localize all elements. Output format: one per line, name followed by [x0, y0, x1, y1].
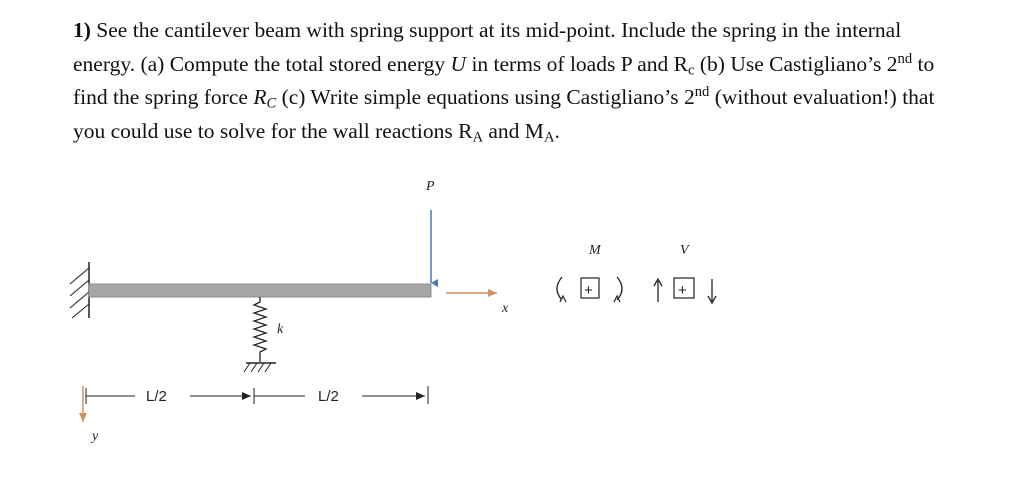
fixed-wall	[70, 262, 89, 318]
spring	[244, 297, 276, 372]
problem-number: 1)	[73, 18, 91, 42]
problem-line-2: energy. (a) Compute the total stored energy U in terms of loads P and $R_c$ (b) Use Castigliano’s 2nd to	[73, 50, 935, 79]
y-axis-label: y	[92, 429, 99, 444]
problem-line-4: you could use to solve for the wall reactions $R_A$ and $M_A$.	[73, 118, 560, 146]
dimension-right-label: L/2	[318, 388, 339, 405]
dimension-left-label: L/2	[146, 388, 167, 405]
load-label: P	[426, 179, 435, 194]
shear-label: V	[680, 243, 689, 258]
spring-label: k	[277, 322, 284, 337]
x-axis-label: x	[502, 301, 509, 316]
rc-symbol: R	[253, 85, 267, 109]
energy-symbol: U	[450, 51, 467, 76]
moment-plus-sign: +	[584, 282, 593, 299]
problem-line-3: find the spring force $R_C$ (c) Write simple equations using Castigliano’s 2nd (without evaluation!) that	[73, 83, 935, 112]
moment-label: M	[589, 243, 601, 258]
problem-line-1: 1) See the cantilever beam with spring support at its mid-point. Include the spring in the internal	[73, 18, 902, 42]
beam	[89, 284, 431, 297]
shear-plus-sign: +	[678, 282, 687, 299]
dimension-lines	[86, 386, 428, 404]
